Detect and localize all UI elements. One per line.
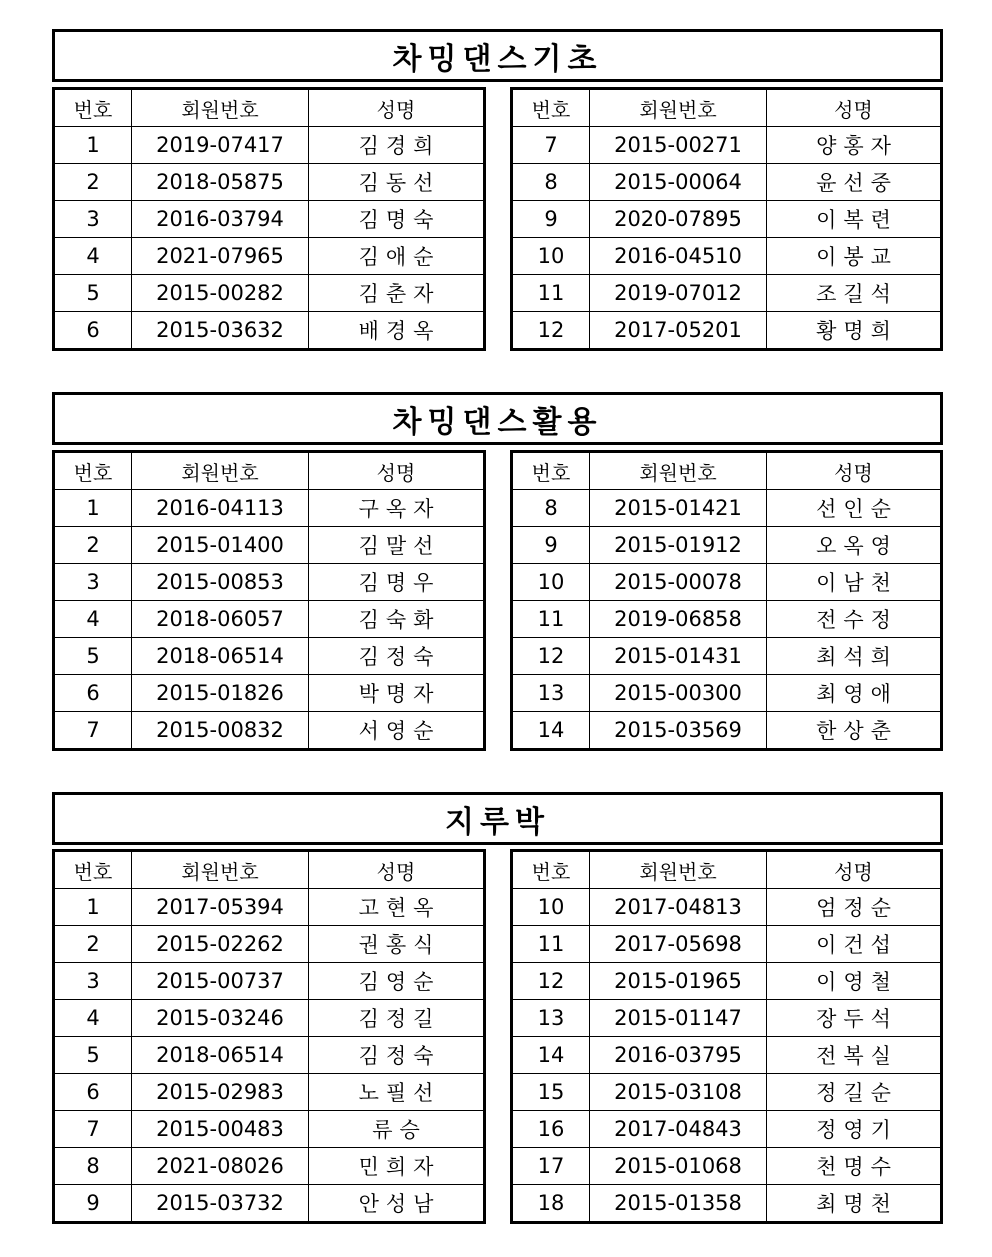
cell-member-id: 2015-02262 xyxy=(132,926,309,963)
cell-number: 4 xyxy=(54,238,132,275)
cell-member-id: 2015-00300 xyxy=(590,675,767,712)
header-name: 성명 xyxy=(309,851,485,889)
table-row xyxy=(512,238,942,275)
cell-name: 최영애 xyxy=(767,675,942,712)
cell-number: 1 xyxy=(54,889,132,926)
header-name: 성명 xyxy=(767,89,942,127)
table-row xyxy=(512,1074,942,1111)
cell-member-id: 2015-01147 xyxy=(590,1000,767,1037)
cell-member-id: 2015-01358 xyxy=(590,1185,767,1223)
cell-member-id: 2020-07895 xyxy=(590,201,767,238)
cell-name: 한상춘 xyxy=(767,712,942,750)
cell-number: 8 xyxy=(512,490,590,527)
cell-member-id: 2015-03632 xyxy=(132,312,309,350)
cell-member-id: 2015-03108 xyxy=(590,1074,767,1111)
cell-number: 8 xyxy=(512,164,590,201)
cell-name: 조길석 xyxy=(767,275,942,312)
section-title: 지루박 xyxy=(52,792,943,845)
table-row xyxy=(512,490,942,527)
cell-number: 9 xyxy=(512,201,590,238)
table-row xyxy=(54,963,485,1000)
cell-name: 김숙화 xyxy=(309,601,485,638)
cell-name: 황명희 xyxy=(767,312,942,350)
roster-table-left xyxy=(52,450,486,751)
cell-name: 김정길 xyxy=(309,1000,485,1037)
cell-number: 10 xyxy=(512,564,590,601)
cell-name: 엄정순 xyxy=(767,889,942,926)
cell-number: 5 xyxy=(54,638,132,675)
header-member-id: 회원번호 xyxy=(590,452,767,490)
cell-number: 6 xyxy=(54,675,132,712)
table-row xyxy=(54,601,485,638)
cell-member-id: 2017-05698 xyxy=(590,926,767,963)
table-header-row xyxy=(512,452,942,490)
cell-number: 9 xyxy=(512,527,590,564)
table-row xyxy=(54,127,485,164)
roster-table-right xyxy=(510,87,943,351)
cell-number: 3 xyxy=(54,564,132,601)
cell-member-id: 2015-01421 xyxy=(590,490,767,527)
table-row xyxy=(512,564,942,601)
header-name: 성명 xyxy=(309,452,485,490)
table-row xyxy=(512,1037,942,1074)
table-header-row xyxy=(54,89,485,127)
cell-name: 김동선 xyxy=(309,164,485,201)
cell-member-id: 2015-00853 xyxy=(132,564,309,601)
cell-name: 노필선 xyxy=(309,1074,485,1111)
table-row xyxy=(54,1148,485,1185)
cell-member-id: 2015-01965 xyxy=(590,963,767,1000)
cell-name: 김춘자 xyxy=(309,275,485,312)
table-row xyxy=(512,1111,942,1148)
cell-number: 14 xyxy=(512,712,590,750)
cell-member-id: 2015-01912 xyxy=(590,527,767,564)
cell-name: 이봉교 xyxy=(767,238,942,275)
roster-table-left xyxy=(52,87,486,351)
cell-name: 류승 xyxy=(309,1111,485,1148)
cell-number: 18 xyxy=(512,1185,590,1223)
cell-number: 4 xyxy=(54,1000,132,1037)
table-row xyxy=(512,926,942,963)
cell-member-id: 2015-00737 xyxy=(132,963,309,1000)
cell-number: 2 xyxy=(54,164,132,201)
table-row xyxy=(512,601,942,638)
table-row xyxy=(54,275,485,312)
roster-table-left xyxy=(52,849,486,1224)
cell-member-id: 2015-01400 xyxy=(132,527,309,564)
cell-number: 7 xyxy=(54,712,132,750)
cell-number: 5 xyxy=(54,275,132,312)
cell-member-id: 2018-06514 xyxy=(132,638,309,675)
cell-number: 7 xyxy=(512,127,590,164)
header-number: 번호 xyxy=(512,851,590,889)
cell-name: 서영순 xyxy=(309,712,485,750)
cell-member-id: 2018-05875 xyxy=(132,164,309,201)
cell-member-id: 2019-07417 xyxy=(132,127,309,164)
table-row xyxy=(512,889,942,926)
cell-member-id: 2016-03794 xyxy=(132,201,309,238)
table-row xyxy=(54,527,485,564)
cell-name: 김애순 xyxy=(309,238,485,275)
cell-member-id: 2019-07012 xyxy=(590,275,767,312)
table-header-row xyxy=(512,89,942,127)
cell-name: 선인순 xyxy=(767,490,942,527)
cell-name: 이영철 xyxy=(767,963,942,1000)
cell-name: 오옥영 xyxy=(767,527,942,564)
table-row xyxy=(54,1111,485,1148)
cell-member-id: 2015-03732 xyxy=(132,1185,309,1223)
header-number: 번호 xyxy=(54,851,132,889)
cell-name: 배경옥 xyxy=(309,312,485,350)
table-row xyxy=(54,1037,485,1074)
cell-member-id: 2017-05394 xyxy=(132,889,309,926)
cell-name: 전수정 xyxy=(767,601,942,638)
cell-member-id: 2018-06514 xyxy=(132,1037,309,1074)
cell-member-id: 2021-07965 xyxy=(132,238,309,275)
cell-number: 1 xyxy=(54,127,132,164)
header-member-id: 회원번호 xyxy=(132,851,309,889)
cell-member-id: 2017-05201 xyxy=(590,312,767,350)
cell-member-id: 2016-03795 xyxy=(590,1037,767,1074)
section-title: 차밍댄스활용 xyxy=(52,392,943,445)
table-row xyxy=(54,889,485,926)
table-row xyxy=(54,675,485,712)
table-row xyxy=(54,638,485,675)
cell-name: 양홍자 xyxy=(767,127,942,164)
cell-number: 17 xyxy=(512,1148,590,1185)
cell-number: 3 xyxy=(54,201,132,238)
table-header-row xyxy=(54,452,485,490)
cell-number: 2 xyxy=(54,527,132,564)
table-row xyxy=(54,926,485,963)
cell-name: 이복련 xyxy=(767,201,942,238)
header-member-id: 회원번호 xyxy=(590,89,767,127)
cell-name: 김명우 xyxy=(309,564,485,601)
cell-name: 김경희 xyxy=(309,127,485,164)
cell-number: 12 xyxy=(512,638,590,675)
table-row xyxy=(54,1074,485,1111)
cell-number: 7 xyxy=(54,1111,132,1148)
header-number: 번호 xyxy=(54,452,132,490)
cell-name: 최석희 xyxy=(767,638,942,675)
cell-number: 13 xyxy=(512,1000,590,1037)
table-row xyxy=(54,1185,485,1223)
cell-name: 김명숙 xyxy=(309,201,485,238)
cell-number: 10 xyxy=(512,889,590,926)
cell-number: 11 xyxy=(512,926,590,963)
cell-name: 안성남 xyxy=(309,1185,485,1223)
table-row xyxy=(512,638,942,675)
cell-number: 13 xyxy=(512,675,590,712)
header-member-id: 회원번호 xyxy=(590,851,767,889)
table-row xyxy=(54,312,485,350)
cell-name: 장두석 xyxy=(767,1000,942,1037)
cell-name: 이남천 xyxy=(767,564,942,601)
cell-number: 11 xyxy=(512,601,590,638)
header-member-id: 회원번호 xyxy=(132,452,309,490)
table-row xyxy=(512,675,942,712)
table-row xyxy=(512,1185,942,1223)
cell-number: 15 xyxy=(512,1074,590,1111)
cell-member-id: 2015-01826 xyxy=(132,675,309,712)
header-number: 번호 xyxy=(512,89,590,127)
cell-number: 6 xyxy=(54,1074,132,1111)
cell-number: 16 xyxy=(512,1111,590,1148)
cell-member-id: 2021-08026 xyxy=(132,1148,309,1185)
roster-table-right xyxy=(510,450,943,751)
cell-member-id: 2015-02983 xyxy=(132,1074,309,1111)
cell-member-id: 2015-00271 xyxy=(590,127,767,164)
table-row xyxy=(512,127,942,164)
cell-name: 전복실 xyxy=(767,1037,942,1074)
cell-name: 천명수 xyxy=(767,1148,942,1185)
cell-member-id: 2016-04113 xyxy=(132,490,309,527)
header-member-id: 회원번호 xyxy=(132,89,309,127)
cell-number: 12 xyxy=(512,312,590,350)
cell-name: 정영기 xyxy=(767,1111,942,1148)
header-name: 성명 xyxy=(309,89,485,127)
section-title: 차밍댄스기초 xyxy=(52,29,943,82)
table-row xyxy=(512,1000,942,1037)
table-header-row xyxy=(512,851,942,889)
cell-number: 9 xyxy=(54,1185,132,1223)
cell-name: 정길순 xyxy=(767,1074,942,1111)
cell-name: 고현옥 xyxy=(309,889,485,926)
cell-number: 4 xyxy=(54,601,132,638)
cell-name: 김영순 xyxy=(309,963,485,1000)
header-number: 번호 xyxy=(54,89,132,127)
cell-member-id: 2015-00483 xyxy=(132,1111,309,1148)
table-row xyxy=(54,712,485,750)
cell-member-id: 2016-04510 xyxy=(590,238,767,275)
roster-table-right xyxy=(510,849,943,1224)
table-row xyxy=(54,238,485,275)
table-row xyxy=(54,164,485,201)
header-name: 성명 xyxy=(767,851,942,889)
cell-number: 1 xyxy=(54,490,132,527)
cell-number: 14 xyxy=(512,1037,590,1074)
cell-member-id: 2015-00832 xyxy=(132,712,309,750)
cell-name: 김정숙 xyxy=(309,1037,485,1074)
table-header-row xyxy=(54,851,485,889)
cell-member-id: 2015-03569 xyxy=(590,712,767,750)
table-row xyxy=(512,201,942,238)
cell-name: 이건섭 xyxy=(767,926,942,963)
cell-number: 11 xyxy=(512,275,590,312)
cell-name: 최명천 xyxy=(767,1185,942,1223)
cell-member-id: 2015-03246 xyxy=(132,1000,309,1037)
table-row xyxy=(512,963,942,1000)
table-row xyxy=(512,164,942,201)
cell-member-id: 2015-01431 xyxy=(590,638,767,675)
cell-member-id: 2017-04843 xyxy=(590,1111,767,1148)
cell-member-id: 2015-00282 xyxy=(132,275,309,312)
cell-number: 6 xyxy=(54,312,132,350)
cell-number: 10 xyxy=(512,238,590,275)
cell-number: 5 xyxy=(54,1037,132,1074)
cell-member-id: 2017-04813 xyxy=(590,889,767,926)
table-row xyxy=(54,201,485,238)
table-row xyxy=(512,275,942,312)
cell-name: 권홍식 xyxy=(309,926,485,963)
table-row xyxy=(512,1148,942,1185)
header-name: 성명 xyxy=(767,452,942,490)
cell-name: 박명자 xyxy=(309,675,485,712)
cell-name: 김말선 xyxy=(309,527,485,564)
cell-member-id: 2015-00064 xyxy=(590,164,767,201)
table-row xyxy=(512,312,942,350)
table-row xyxy=(512,527,942,564)
cell-name: 민희자 xyxy=(309,1148,485,1185)
cell-number: 8 xyxy=(54,1148,132,1185)
header-number: 번호 xyxy=(512,452,590,490)
cell-member-id: 2015-01068 xyxy=(590,1148,767,1185)
table-row xyxy=(54,490,485,527)
cell-member-id: 2019-06858 xyxy=(590,601,767,638)
table-row xyxy=(54,1000,485,1037)
cell-name: 김정숙 xyxy=(309,638,485,675)
cell-number: 12 xyxy=(512,963,590,1000)
table-row xyxy=(512,712,942,750)
cell-number: 3 xyxy=(54,963,132,1000)
table-row xyxy=(54,564,485,601)
cell-name: 윤선중 xyxy=(767,164,942,201)
cell-member-id: 2015-00078 xyxy=(590,564,767,601)
cell-member-id: 2018-06057 xyxy=(132,601,309,638)
cell-name: 구옥자 xyxy=(309,490,485,527)
cell-number: 2 xyxy=(54,926,132,963)
